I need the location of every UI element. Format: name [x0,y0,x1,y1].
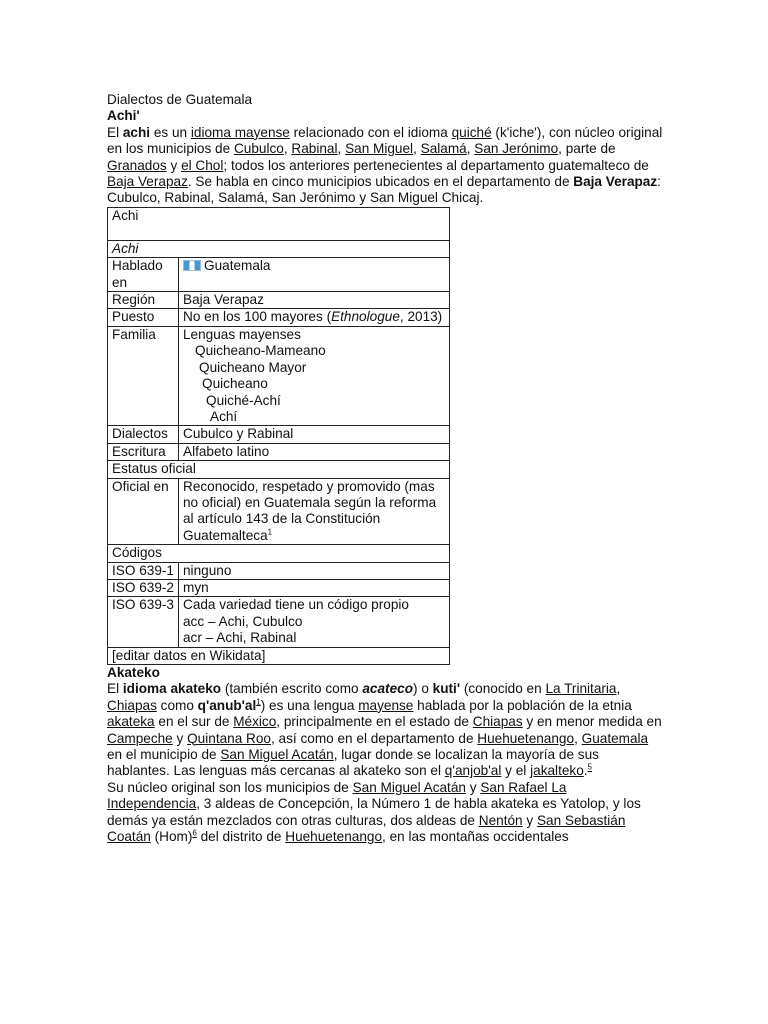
link-la-trinitaria[interactable]: La Trinitaria [545,681,617,697]
value-familia [179,326,450,425]
header-estatus-oficial: Estatus oficial [108,461,450,478]
section-heading-akateko: Akateko [107,665,160,680]
link-campeche[interactable]: Campeche [107,730,173,746]
link-salama[interactable]: Salamá [420,141,467,157]
value-iso2: myn [179,579,450,596]
link-jakalteko[interactable]: jakalteko [530,763,584,779]
value-dialectos: Cubulco y Rabinal [179,426,450,443]
familia-level-4: Quiché-Achí [206,392,281,408]
link-mexico[interactable]: México [233,714,277,730]
ref-5[interactable]: 5 [587,762,592,772]
ref-6[interactable]: 6 [192,828,197,838]
label-hablado: Hablado en [108,258,179,292]
link-mayense[interactable]: mayense [358,697,414,713]
value-hablado: Guatemala [179,258,450,292]
value-iso3: Cada variedad tiene un código propio acc – Achi, Cubulco acr – Achi, Rabinal [179,597,450,647]
link-huehuetenango[interactable]: Huehuetenango [477,730,575,746]
infobox-table [107,207,450,665]
link-san-miguel[interactable]: San Miguel [345,141,414,157]
label-oficial: Oficial en [108,478,179,545]
label-iso2: ISO 639-2 [108,579,179,596]
link-nenton[interactable]: Nentón [478,812,523,828]
link-baja-verapaz[interactable]: Baja Verapaz [107,174,188,190]
link-qanjobal[interactable]: q'anjob'al [444,763,502,779]
page-title: Dialectos de Guatemala [107,92,253,107]
link-idioma-mayense[interactable]: idioma mayense [190,124,290,140]
link-guatemala[interactable]: Guatemala [581,730,649,746]
ref-1[interactable]: 1 [256,697,261,707]
value-escritura: Alfabeto latino [179,443,450,460]
edit-wikidata-link[interactable]: [editar datos en Wikidata] [108,647,450,664]
value-puesto: No en los 100 mayores (Ethnologue, 2013) [179,309,450,326]
akateko-paragraph-1: El idioma akateko (también escrito como acateco) o kuti' (conocido en La Trinitaria, Chiapas como $q'anub'al^1$) es una lengua mayense hablada por la población de la etnia akateka en el sur de México, principalmente en el estado de Chiapas y en menor medida en Campeche y Quintana Roo, así como en el departamento de Huehuetenango, Guatemala en el municipio de San Miguel Acatán, lugar donde se localizan la mayoría de sus hablantes. Las lenguas más cercanas al akateko son el q'anjob'al y el jakalteko.$^5$ [107,681,662,779]
link-granados[interactable]: Granados [107,157,167,173]
infobox-title: Achi [108,207,450,240]
infobox-native-name: Achi [108,240,450,257]
link-el-chol[interactable]: el Chol [181,157,224,173]
familia-level-5: Achí [210,408,238,424]
label-iso1: ISO 639-1 [108,562,179,579]
section-heading-achi: Achi' [107,108,140,124]
header-codigos: Códigos [108,545,450,562]
label-escritura: Escritura [108,443,179,460]
link-chiapas-2[interactable]: Chiapas [472,714,523,730]
link-san-miguel-acatan-2[interactable]: San Miguel Acatán [352,779,466,795]
link-san-jeronimo[interactable]: San Jerónimo [474,141,559,157]
familia-level-1: Quicheano-Mameano [195,343,326,359]
label-iso3: ISO 639-3 [108,597,179,647]
link-san-rafael[interactable]: San Rafael La Independencia [107,779,567,812]
value-iso1: ninguno [179,562,450,579]
link-quintana-roo[interactable]: Quintana Roo [187,730,271,746]
link-san-sebastian-coatan[interactable]: San Sebastián Coatán [107,812,626,845]
label-familia: Familia [108,326,179,425]
link-quiche[interactable]: quiché [451,124,492,140]
guatemala-flag-icon [183,260,201,271]
label-region: Región [108,292,179,309]
link-akateka[interactable]: akateka [107,714,155,730]
link-cubulco[interactable]: Cubulco [233,141,284,157]
akateko-paragraph-2: Su núcleo original son los municipios de San Miguel Acatán y San Rafael La Independencia, 3 aldeas de Concepción, la Número 1 de habla akateka es Yatolop, y los demás ya están mezclados con otras culturas, dos aldeas de Nentón y San Sebastián Coatán (Hom)$^6$ del distrito de Huehuetenango, en las montañas occidentales [107,779,641,845]
label-puesto: Puesto [108,309,179,326]
familia-level-3: Quicheano [202,376,268,392]
label-dialectos: Dialectos [108,426,179,443]
familia-level-2: Quicheano Mayor [199,359,307,375]
link-rabinal[interactable]: Rabinal [291,141,338,157]
value-region: Baja Verapaz [179,292,450,309]
familia-level-0: Lenguas mayenses [183,326,301,342]
link-huehuetenango-2[interactable]: Huehuetenango [285,829,383,845]
link-san-miguel-acatan[interactable]: San Miguel Acatán [220,747,334,763]
link-chiapas[interactable]: Chiapas [107,697,157,713]
document-content [107,92,663,845]
achi-paragraph: El achi es un idioma mayense relacionado con el idioma quiché (k'iche'), con núcleo original en los municipios de Cubulco, Rabinal, San Miguel, Salamá, San Jerónimo, parte de Granados y el Chol; todos los anteriores pertenecientes al departamento guatemalteco de Baja Verapaz. Se habla en cinco municipios ubicados en el departamento de Baja Verapaz: Cubulco, Rabinal, Salamá, San Jerónimo y San Miguel Chicaj. [107,124,663,206]
value-oficial: Reconocido, respetado y promovido (mas no oficial) en Guatemala según la reforma al artículo 143 de la Constitución Guatemalteca$^1$ [179,478,450,545]
